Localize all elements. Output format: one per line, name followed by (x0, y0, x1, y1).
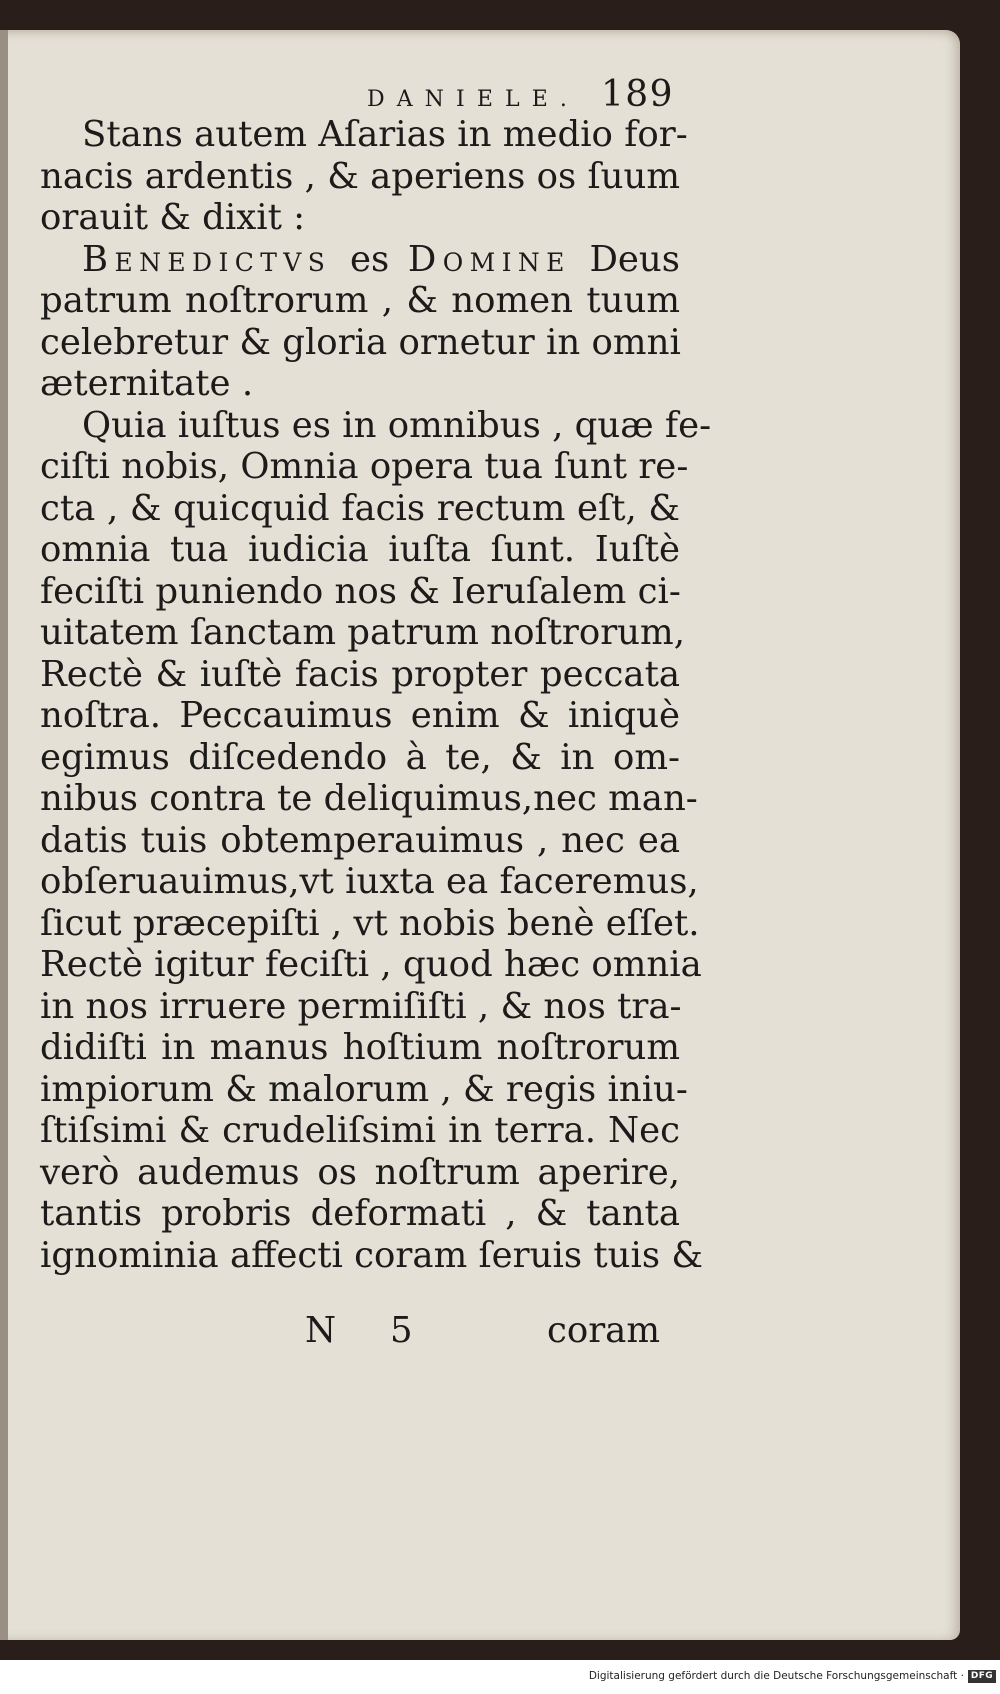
text-line: verò audemus os noſtrum aperire, (40, 1151, 680, 1193)
paragraph-3 (40, 404, 712, 1277)
text-line: celebretur & gloria ornetur in omni (40, 321, 681, 363)
text-line: omnia tua iudicia iuſta ſunt. Iuſtè (40, 529, 680, 570)
text-line: nacis ardentis , & aperiens os ſuum (40, 155, 681, 197)
text-line: obſeruauimus,vt iuxta ea faceremus, (40, 861, 699, 902)
small-caps-word: Domine (407, 238, 571, 280)
text-line: Quia iuſtus es in omnibus , quæ fe- (82, 404, 712, 446)
text-line: impiorum & malorum , & regis iniu- (40, 1068, 688, 1110)
text-line: ſicut præcepiſti , vt nobis benè eſſet. (40, 902, 700, 944)
text-line: patrum noſtrorum , & nomen tuum (40, 280, 680, 321)
text-line: cta , & quicquid facis rectum eſt, & (40, 487, 680, 529)
text-line: egimus diſcedendo à te, & in om- (40, 736, 680, 778)
text-line: uitatem ſanctam patrum noſtrorum, (40, 612, 685, 653)
paragraph-2 (40, 239, 680, 405)
text-line: feciſti puniendo nos & Ieruſalem ci- (40, 570, 681, 612)
running-head (40, 74, 680, 114)
text-line: nibus contra te deliquimus,nec man- (40, 778, 698, 819)
text-line: ignominia affecti coram ſeruis tuis & (40, 1234, 703, 1276)
text-line: ſtiſsimi & crudeliſsimi in terra. Nec (40, 1110, 680, 1151)
text-line: Benedictvs es Domine Deus (82, 238, 680, 280)
text-line: æternitate . (40, 363, 254, 404)
text-line: tantis probris deformati , & tanta (40, 1193, 680, 1234)
page-edge (0, 30, 8, 1640)
text-line: in nos irruere permiſiſti , & nos tra- (40, 985, 682, 1027)
small-caps-word: Benedictvs (82, 238, 332, 280)
text-line: didiſti in manus hoſtium noſtrorum (40, 1027, 680, 1068)
signature-mark: N 5 (305, 1310, 434, 1351)
text-line: Stans autem Aſarias in medio for- (82, 114, 688, 155)
dfg-logo-icon: DFG (968, 1670, 996, 1683)
text-line: Rectè & iuſtè facis propter peccata (40, 653, 680, 695)
catchword: coram (546, 1310, 660, 1351)
text-block (40, 74, 712, 1276)
text-line: ciſti nobis, Omnia opera tua ſunt re- (40, 446, 689, 487)
paragraph-1 (40, 114, 688, 239)
digitization-credit (589, 1666, 996, 1686)
credit-text: Digitalisierung gefördert durch die Deutsche Forschungsgemeinschaft · (588, 1670, 964, 1682)
text-line: Rectè igitur feciſti , quod hæc omnia (40, 944, 702, 985)
page-number: 189 (600, 74, 674, 115)
text-line: datis tuis obtemperauimus , nec ea (40, 819, 680, 861)
text-line: orauit & dixit : (40, 197, 306, 238)
running-title: DANIELE. (366, 87, 579, 112)
text-line: noſtra. Peccauimus enim & iniquè (40, 695, 680, 736)
